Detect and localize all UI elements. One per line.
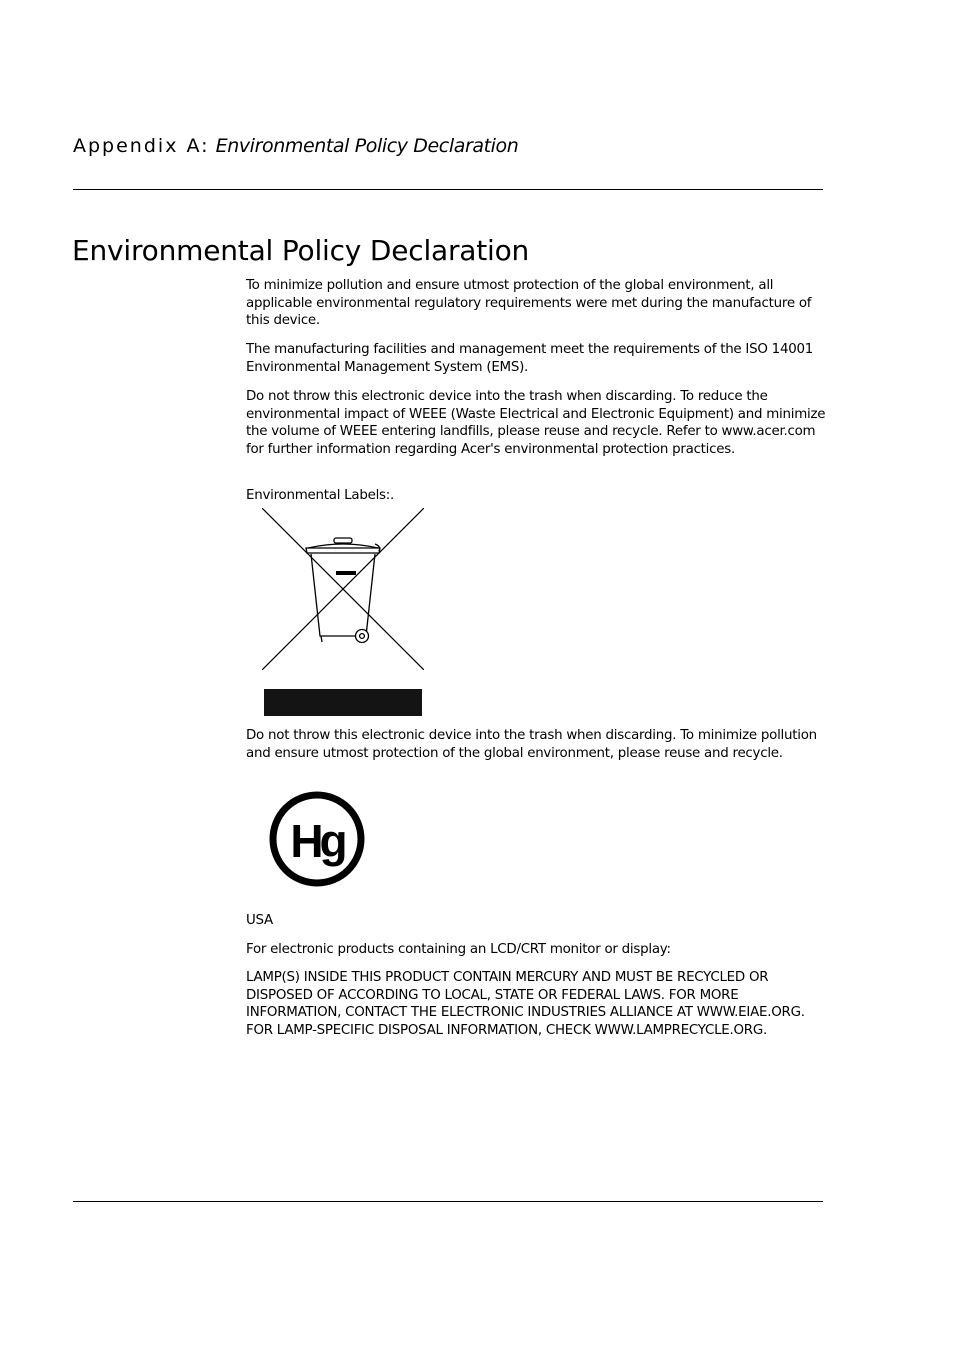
paragraph-regulatory: To minimize pollution and ensure utmost protection of the global environment, all applicable environmental regulatory requirements were met during the manufacture of this device. — [246, 278, 812, 329]
country-label-usa: USA — [246, 913, 273, 928]
paragraph-reuse-recycle: Do not throw this electronic device into the trash when discarding. To minimize pollution and ensure utmost protection of the global environment, please reuse and recycle. — [246, 728, 817, 761]
paragraph-iso: The manufacturing facilities and management meet the requirements of the ISO 14001 Environmental Management System (EMS). — [246, 342, 814, 375]
appendix-label: Appendix A: — [73, 135, 210, 157]
appendix-title: Environmental Policy Declaration — [215, 135, 519, 157]
page-title: Environmental Policy Declaration — [72, 234, 530, 267]
bin-handle — [336, 571, 356, 575]
paragraph-lcd-crt: For electronic products containing an LCD/CRT monitor or display: — [246, 942, 671, 957]
running-header — [73, 133, 518, 159]
mercury-hg-icon — [258, 780, 378, 896]
hg-symbol-text: Hg — [290, 815, 344, 867]
weee-black-bar — [264, 689, 422, 716]
paragraph-mercury-warning: LAMP(S) INSIDE THIS PRODUCT CONTAIN MERCURY AND MUST BE RECYCLED OR DISPOSED OF ACCORDING TO LOCAL, STATE OR FEDERAL LAWS. FOR MORE INFORMATION, CONTACT THE ELECTRONIC INDUSTRIES ALLIANCE AT WWW.EIAE.ORG. FOR LAMP-SPECIFIC DISPOSAL INFORMATION, CHECK WWW.LAMPRECYCLE.ORG. — [246, 970, 805, 1038]
header-divider — [73, 189, 823, 190]
paragraph-weee: Do not throw this electronic device into the trash when discarding. To reduce the environmental impact of WEEE (Waste Electrical and Electronic Equipment) and minimize the volume of WEEE entering landfills, please reuse and recycle. Refer to www.acer.com for further information regarding Acer's environmental protection practices. — [246, 389, 826, 457]
crossed-out-wheelie-bin-icon — [262, 508, 424, 670]
environmental-labels-heading: Environmental Labels:. — [246, 488, 395, 503]
footer-divider — [73, 1201, 823, 1202]
